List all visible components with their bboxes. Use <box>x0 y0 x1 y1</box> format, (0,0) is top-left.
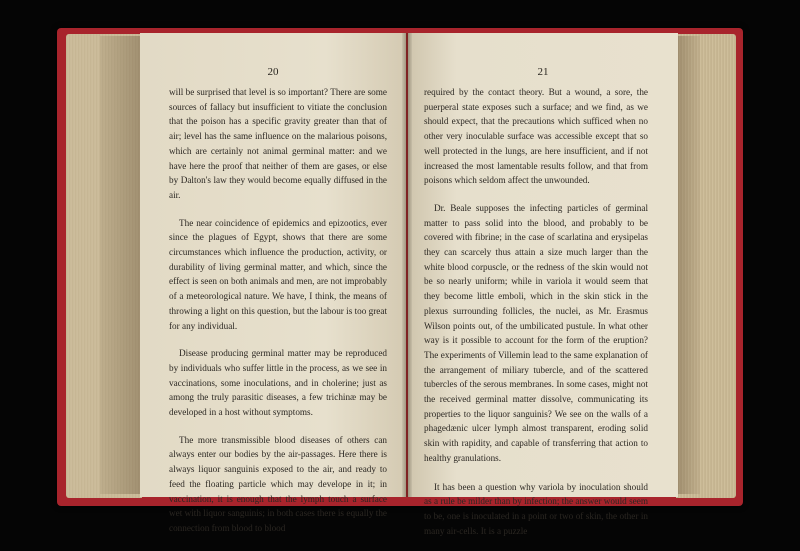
paragraph: required by the contact theory. But a wound, a sore, the puerperal state exposes such a surface; and we find, as we should expect, that the precautions which sufficed when no other very inoculable surface was accessible except that so well protected in the lungs, are here insufficient, and if not increased the most lamentable results follow, and that from poisons which seldom affect the unwounded. <box>424 87 648 186</box>
page-number: 21 <box>537 66 549 78</box>
paragraph: It has been a question why variola by inoculation should as a rule be milder than by infection; the answer would seem to be, one is inoculated in a point or two of skin, the other in many air-cells. It is a puzzle <box>424 481 648 536</box>
page-number: 20 <box>267 66 279 78</box>
paragraph: The more transmissible blood diseases of others can always enter our bodies by the air-passages. Here there is always liquor sanguinis exposed to the air, and ready to feed the floating particle which may develope in it; in vaccination, it is enough that the lymph touch a surface wet with liquor sanguinis; in both cases there is equally the connection from blood to blood <box>169 434 387 533</box>
right-page <box>408 33 678 536</box>
page-text <box>424 85 648 551</box>
paragraph: Dr. Beale supposes the infecting particles of germinal matter to pass solid into the blood, and probably to be covered with fibrine; in the case of scarlatina and erysipelas they can scarcely thus attain a size much larger than the white blood corpuscle, or the redness of the skin would not be so nearly uniform; while in variola it would seem that they become little emboli, which in the skin stick in the plexus surrounding follicles, the nuclei, as Mr. Erasmus Wilson points out, of the umbilicated pustule. In what other way is it possible to account for the form of the eruption? The experiments of Villemin lead to the same explanation of the arrangement of miliary tubercle, and of the scattered tubercles of the serous membranes. In some cases, might not the received germinal matter dissolve, communicating its properties to the liquor sanguinis? We see on the walls of a phagedænic ulcer lymph almost transparent, eroding solid skin with rapidity, and capable of transferring that action to healthy granulations. <box>424 202 648 463</box>
paragraph: The near coincidence of epidemics and epizootics, ever since the plagues of Egypt, shows that there are some circumstances which influence the production, activity, or durability of living germinal matter, and which, since the effect is seen on both animals and men, are not improbably of a meteorological nature. We have, I think, the means of throwing a light on this question, but the labour is too great for any individual. <box>169 217 387 331</box>
paragraph: will be surprised that level is so important? There are some sources of fallacy but insufficient to vitiate the conclusion that the poison has a specific gravity greater than that of air; level has the same influence on the malarious poisons, which are certainly not animal germinal matter: and we have here the proof that neither of them are gases, or else by Dalton's law they would become equally diffused in the air. <box>169 87 387 200</box>
page-edges-left-shade <box>100 36 142 494</box>
book-gutter <box>402 33 412 497</box>
page-text <box>169 85 387 549</box>
page-edges-right-shade <box>676 36 700 494</box>
left-page <box>140 33 406 533</box>
paragraph: Disease producing germinal matter may be reproduced by individuals who suffer little in the process, as we see in vaccinations, some inoculations, and in cholerine; just as among the truly parasitic diseases, a few trichinæ may be developed in a host without symptoms. <box>169 348 387 418</box>
